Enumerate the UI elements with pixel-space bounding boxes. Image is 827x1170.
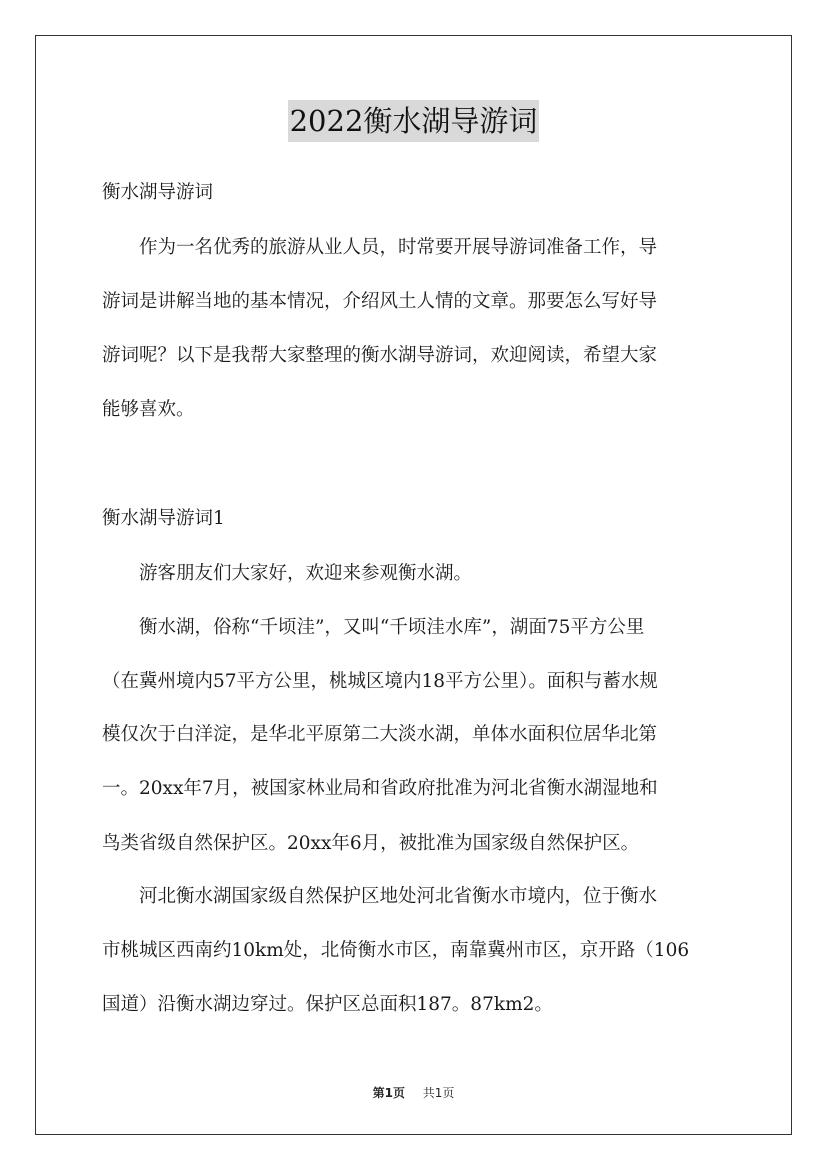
page-total-label: 共1页 — [422, 1086, 455, 1100]
page-number-label: 第1页 — [372, 1086, 406, 1100]
document-title: 2022衡水湖导游词 — [288, 100, 540, 142]
paragraph-3-line-2: 市桃城区西南约10km处，北倚衡水市区，南靠冀州市区，京开路（106 — [102, 940, 690, 961]
title-wrap — [0, 100, 827, 142]
intro-line-1: 作为一名优秀的旅游从业人员，时常要开展导游词准备工作，导 — [139, 237, 658, 258]
heading-2: 衡水湖导游词1 — [102, 508, 225, 529]
paragraph-2-line-5: 鸟类省级自然保护区。20xx年6月，被批准为国家级自然保护区。 — [102, 833, 640, 854]
paragraph-2-line-2: （在冀州境内57平方公里，桃城区境内18平方公里）。面积与蓄水规 — [102, 671, 658, 692]
page-footer — [0, 1084, 827, 1101]
intro-line-2: 游词是讲解当地的基本情况，介绍风土人情的文章。那要怎么写好导 — [102, 291, 658, 312]
paragraph-3-line-3: 国道）沿衡水湖边穿过。保护区总面积187。87km2。 — [102, 994, 553, 1015]
intro-line-3: 游词呢？以下是我帮大家整理的衡水湖导游词，欢迎阅读，希望大家 — [102, 345, 658, 366]
paragraph-3-line-1: 河北衡水湖国家级自然保护区地处河北省衡水市境内，位于衡水 — [139, 886, 658, 907]
heading-1: 衡水湖导游词 — [102, 182, 214, 203]
paragraph-2-line-1: 衡水湖，俗称“千顷洼”，又叫“千顷洼水库”，湖面75平方公里 — [139, 617, 645, 638]
paragraph-1: 游客朋友们大家好，欢迎来参观衡水湖。 — [139, 563, 473, 584]
paragraph-2-line-3: 模仅次于白洋淀，是华北平原第二大淡水湖，单体水面积位居华北第 — [102, 724, 658, 745]
paragraph-2-line-4: 一。20xx年7月，被国家林业局和省政府批准为河北省衡水湖湿地和 — [102, 778, 658, 799]
intro-line-4: 能够喜欢。 — [102, 399, 195, 420]
